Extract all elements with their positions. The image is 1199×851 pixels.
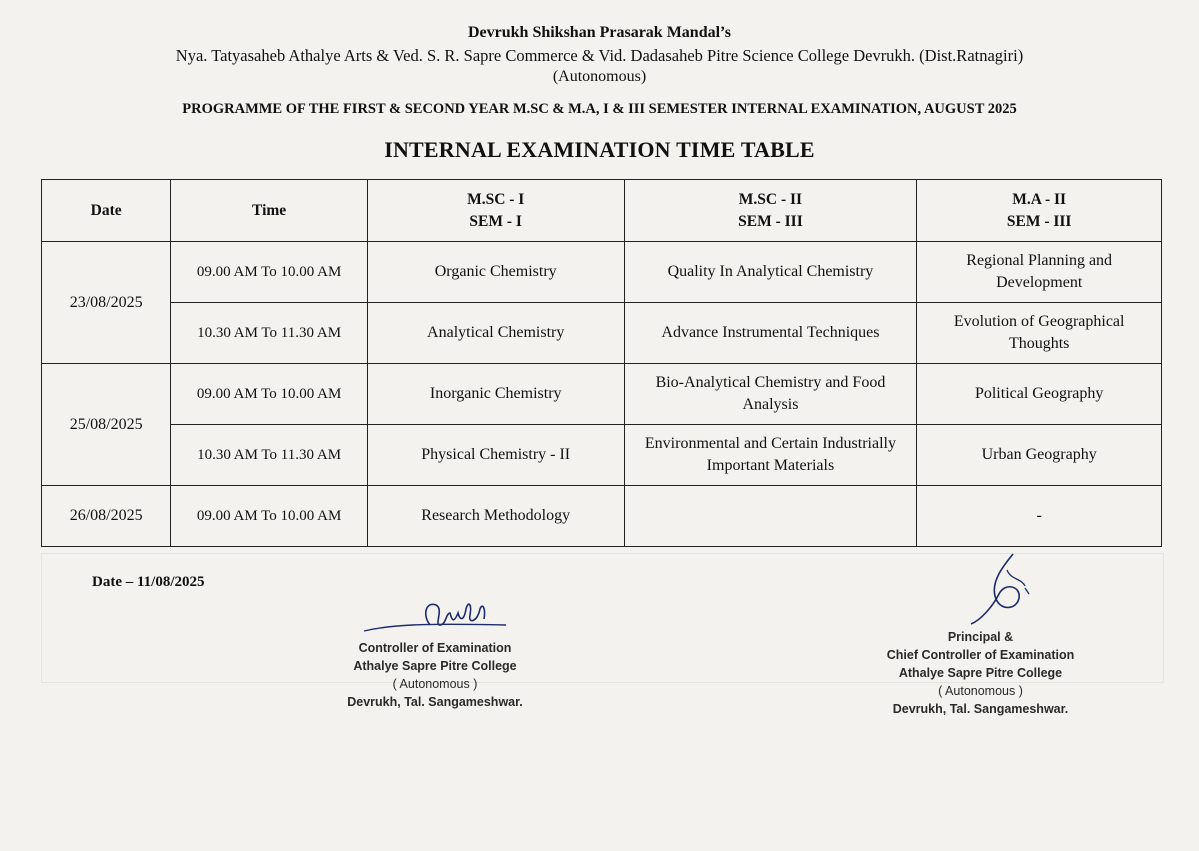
programme-heading: PROGRAMME OF THE FIRST & SECOND YEAR M.SC & M.A, I & III SEMESTER INTERNAL EXAMINATION, AUGUST 2025 <box>182 101 1017 117</box>
controller-place: Devrukh, Tal. Sangameshwar. <box>347 695 523 709</box>
time-cell: 10.30 AM To 11.30 AM <box>171 425 368 486</box>
header-msc2-sem: SEM - III <box>738 212 803 230</box>
msc2-subject-cell: Bio-Analytical Chemistry and Food Analysis <box>624 364 917 425</box>
header-msc1-course: M.SC - I <box>467 190 525 208</box>
header-msc2 <box>624 180 917 242</box>
table-row <box>42 364 1162 425</box>
ma2-subject-cell: Political Geography <box>917 364 1162 425</box>
table-row <box>42 242 1162 303</box>
autonomous-label: (Autonomous) <box>552 68 647 85</box>
header-msc1-sem: SEM - I <box>469 212 522 230</box>
controller-college: Athalye Sapre Pitre College <box>353 659 517 673</box>
principal-title: Principal & <box>947 630 1014 644</box>
table-row <box>42 486 1162 547</box>
msc1-subject-cell: Organic Chemistry <box>367 242 624 303</box>
msc2-subject-cell: Advance Instrumental Techniques <box>624 303 917 364</box>
controller-title: Controller of Examination <box>358 641 512 655</box>
principal-signature-icon <box>921 550 1041 628</box>
ma2-subject-cell: Regional Planning and Development <box>917 242 1162 303</box>
header-ma2 <box>917 180 1162 242</box>
header-msc1 <box>367 180 624 242</box>
date-cell: 23/08/2025 <box>42 242 171 364</box>
controller-autonomous: ( Autonomous ) <box>392 677 478 691</box>
msc1-subject-cell: Inorganic Chemistry <box>367 364 624 425</box>
msc1-subject-cell: Analytical Chemistry <box>367 303 624 364</box>
principal-college: Athalye Sapre Pitre College <box>898 666 1063 680</box>
ma2-subject-cell: Urban Geography <box>917 425 1162 486</box>
msc1-subject-cell: Physical Chemistry - II <box>367 425 624 486</box>
msc2-subject-cell: Quality In Analytical Chemistry <box>624 242 917 303</box>
table-row <box>42 425 1162 486</box>
header-msc2-course: M.SC - II <box>738 190 803 208</box>
msc2-subject-cell <box>624 486 917 547</box>
organization-name: Devrukh Shikshan Prasarak Mandal’s <box>467 24 732 41</box>
date-cell: 26/08/2025 <box>42 486 171 547</box>
time-cell: 10.30 AM To 11.30 AM <box>171 303 368 364</box>
time-cell: 09.00 AM To 10.00 AM <box>171 364 368 425</box>
timetable <box>41 179 1162 547</box>
table-header-row <box>42 180 1162 242</box>
msc2-subject-cell: Environmental and Certain Industrially Important Materials <box>624 425 917 486</box>
ma2-subject-cell: - <box>917 486 1162 547</box>
principal-place: Devrukh, Tal. Sangameshwar. <box>892 702 1069 716</box>
principal-signature-block <box>868 550 1093 718</box>
ma2-subject-cell: Evolution of Geographical Thoughts <box>917 303 1162 364</box>
header-time: Time <box>171 180 368 242</box>
timetable-title: INTERNAL EXAMINATION TIME TABLE <box>384 137 815 162</box>
date-cell: 25/08/2025 <box>42 364 171 486</box>
issue-date: Date – 11/08/2025 <box>92 574 205 590</box>
college-name: Nya. Tatyasaheb Athalye Arts & Ved. S. R. Sapre Commerce & Vid. Dadasaheb Pitre Science College Devrukh. (Dist.Ratnagiri) <box>175 46 1024 65</box>
msc1-subject-cell: Research Methodology <box>367 486 624 547</box>
time-cell: 09.00 AM To 10.00 AM <box>171 486 368 547</box>
controller-signature-block <box>330 595 540 711</box>
principal-autonomous: ( Autonomous ) <box>938 684 1023 698</box>
header-ma2-sem: SEM - III <box>1006 212 1072 230</box>
time-cell: 09.00 AM To 10.00 AM <box>171 242 368 303</box>
header-ma2-course: M.A - II <box>1012 190 1067 208</box>
header-date: Date <box>42 180 171 242</box>
controller-signature-icon <box>360 595 510 639</box>
table-row <box>42 303 1162 364</box>
principal-subtitle: Chief Controller of Examination <box>886 648 1075 662</box>
